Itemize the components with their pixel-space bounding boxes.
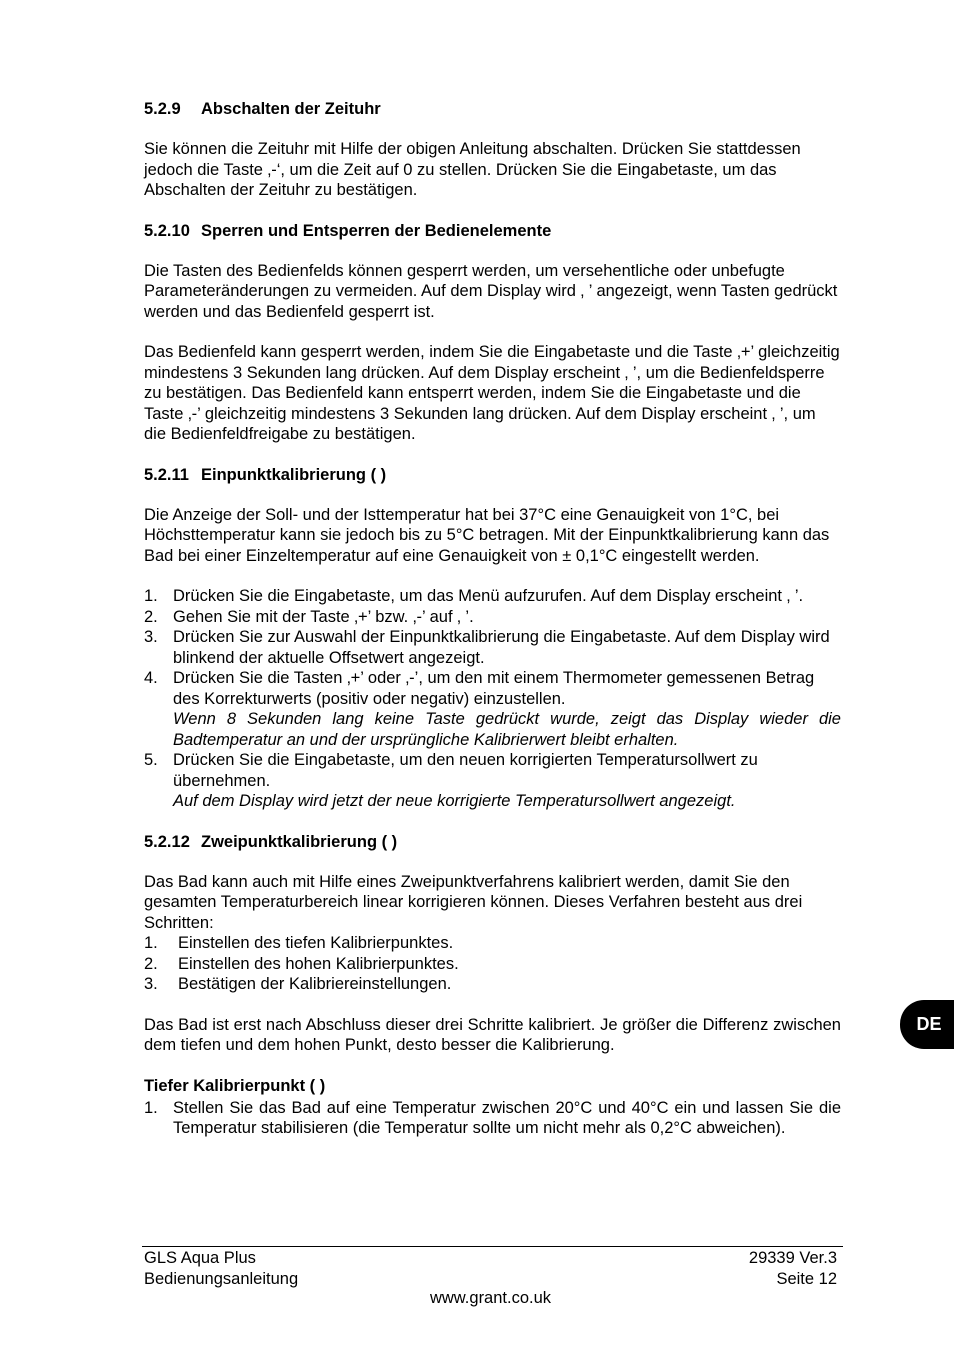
list-item: 1. Drücken Sie die Eingabetaste, um das Menü aufzurufen. Auf dem Display erscheint ‚ ’. — [144, 587, 804, 605]
step-note: Wenn 8 Sekunden lang keine Taste gedrückt wurde, zeigt das Display wieder die Badtemperatur an und der ursprüngliche Kalibrierwert bleibt erhalten. — [173, 710, 841, 749]
steps-list — [144, 586, 841, 812]
steps-list — [144, 1098, 841, 1139]
footer-url: www.grant.co.uk — [429, 1289, 552, 1307]
page-content — [144, 96, 841, 1139]
list-item: 3. Drücken Sie zur Auswahl der Einpunktkalibrierung die Eingabetaste. Auf dem Display wird blinkend der aktuelle Offsetwert angezeigt. — [144, 628, 830, 667]
footer-divider — [142, 1246, 843, 1247]
list-item: 2. Einstellen des hohen Kalibrierpunktes. — [144, 954, 459, 973]
list-item: 1. Einstellen des tiefen Kalibrierpunktes. — [144, 934, 454, 952]
footer-page-number: Seite 12 — [776, 1269, 837, 1288]
footer-version: 29339 Ver.3 — [748, 1249, 837, 1267]
paragraph: Das Bad kann auch mit Hilfe eines Zweipunktverfahrens kalibriert werden, damit Sie den gesamten Temperaturbereich linear korrigieren können. Dieses Verfahren besteht aus drei Schritten: — [144, 872, 803, 932]
paragraph: Die Tasten des Bedienfelds können gesperrt werden, um versehentliche oder unbefugte Parameteränderungen zu vermeiden. Auf dem Display wird ‚ ’ angezeigt, wenn Tasten gedrückt werden und das Bedienfeld gesperrt ist. — [144, 261, 838, 321]
section-heading-5-2-10: 5.2.10 Sperren und Entsperren der Bedienelemente — [144, 221, 552, 240]
list-item: 3. Bestätigen der Kalibriereinstellungen. — [144, 975, 452, 993]
section-heading-5-2-9: 5.2.9 Abschalten der Zeituhr — [144, 100, 381, 118]
paragraph: Sie können die Zeituhr mit Hilfe der obigen Anleitung abschalten. Drücken Sie stattdessen jedoch die Taste ‚-‘, um die Zeit auf 0 zu stellen. Drücken Sie die Eingabetaste, um das Abschalten der Zeituhr zu bestätigen. — [144, 140, 801, 199]
subheading-low-calibration: Tiefer Kalibrierpunkt ( ) — [144, 1076, 326, 1095]
list-item: 5. Drücken Sie die Eingabetaste, um den neuen korrigierten Temperatursollwert zu übernehmen. Auf dem Display wird jetzt der neue korrigierte Temperatursollwert angezeigt. — [144, 750, 841, 812]
footer-document: Bedienungsanleitung — [144, 1269, 299, 1288]
paragraph: Das Bedienfeld kann gesperrt werden, indem Sie die Eingabetaste und die Taste ‚+’ gleichzeitig mindestens 3 Sekunden lang drücken. Auf dem Display erscheint ‚ ’, um die Bedienfeldsperre zu bestätigen. Das Bedienfeld kann entsperrt werden, indem Sie die Eingabetaste und die Taste ‚-’ gleichzeitig mindestens 3 Sekunden lang drücken. Auf dem Display erscheint ‚ ’, um die Bedienfeldfreigabe zu bestätigen. — [144, 343, 840, 443]
paragraph: Das Bad ist erst nach Abschluss dieser drei Schritte kalibriert. Je größer die Differenz zwischen dem tiefen und dem hohen Punkt, desto besser die Kalibrierung. — [144, 1015, 841, 1054]
section-heading-5-2-12: 5.2.12 Zweipunktkalibrierung ( ) — [144, 832, 398, 851]
list-item: 4. Drücken Sie die Tasten ‚+’ oder ‚-’, um den mit einem Thermometer gemessenen Betrag des Korrekturwerts (positiv oder negativ) einzustellen. Wenn 8 Sekunden lang keine Taste gedrückt wurde, zeigt das Display wieder die Badtemperatur an und der ursprüngliche Kalibrierwert bleibt erhalten. — [144, 669, 841, 749]
list-item: 1. Stellen Sie das Bad auf eine Temperatur zwischen 20°C und 40°C ein und lassen Sie die Temperatur stabilisieren (die Temperatur sollte um nicht mehr als 0,2°C abweichen). — [144, 1098, 841, 1137]
steps-list — [144, 933, 841, 995]
step-note: Auf dem Display wird jetzt der neue korrigierte Temperatursollwert angezeigt. — [173, 792, 736, 810]
footer-product: GLS Aqua Plus — [144, 1249, 256, 1267]
language-tab: DE — [900, 1000, 954, 1049]
list-item: 2. Gehen Sie mit der Taste ‚+’ bzw. ‚-’ auf ‚ ’. — [144, 607, 474, 626]
section-heading-5-2-11: 5.2.11 Einpunktkalibrierung ( ) — [144, 465, 387, 484]
paragraph: Die Anzeige der Soll- und der Isttemperatur hat bei 37°C eine Genauigkeit von 1°C, bei Höchsttemperatur kann sie jedoch bis zu 5°C betragen. Mit der Einpunktkalibrierung kann das Bad bei einer Einzeltemperatur auf eine Genauigkeit von ± 0,1°C eingestellt werden. — [144, 505, 830, 565]
